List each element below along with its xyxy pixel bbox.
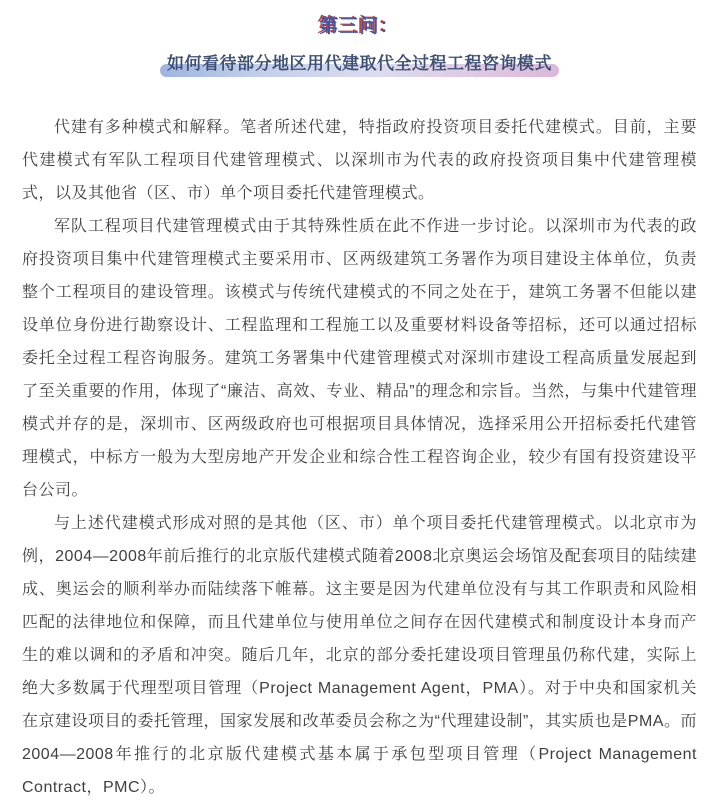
body-paragraph-1: 代建有多种模式和解释。笔者所述代建，特指政府投资项目委托代建模式。目前，主要代建模式有军队工程项目代建管理模式、以深圳市为代表的政府投资项目集中代建管理模式，以及其他省（区、市）单个项目委托代建管理模式。 [22, 119, 697, 202]
body-paragraph-2: 军队工程项目代建管理模式由于其特殊性质在此不作进一步讨论。以深圳市为代表的政府投资项目集中代建管理模式主要采用市、区两级建筑工务署作为项目建设主体单位，负责整个工程项目的建设管理。该模式与传统代建模式的不同之处在于，建筑工务署不但能以建设单位身份进行勘察设计、工程监理和工程施工以及重要材料设备等招标，还可以通过招标委托全过程工程咨询服务。建筑工务署集中代建管理模式对深圳市建设工程高质量发展起到了至关重要的作用，体现了“廉洁、高效、专业、精品”的理念和宗旨。当然，与集中代建管理模式并存的是，深圳市、区两级政府也可根据项目具体情况，选择采用公开招标委托代建管理模式，中标方一般为大型房地产开发企业和综合性工程咨询企业，较少有国有投资建设平台公司。 [22, 218, 697, 499]
article-body [22, 111, 697, 804]
subtitle-text: 如何看待部分地区用代建取代全过程工程咨询模式 [167, 54, 552, 73]
page-title: 第三问： [319, 16, 400, 37]
subtitle-inner [160, 52, 559, 76]
body-paragraph-3: 与上述代建模式形成对照的是其他（区、市）单个项目委托代建管理模式。以北京市为例，2004—2008年前后推行的北京版代建模式随着2008北京奥运会场馆及配套项目的陆续建成、奥运会的顺利举办而陆续落下帷幕。这主要是因为代建单位没有与其工作职责和风险相匹配的法律地位和保障，而且代建单位与使用单位之间存在因代建模式和制度设计本身而产生的难以调和的矛盾和冲突。随后几年，北京的部分委托建设项目管理虽仍称代建，实际上绝大多数属于代理型项目管理（Project Management Agent，PMA）。对于中央和国家机关在京建设项目的委托管理，国家发展和改革委员会称之为“代理建设制”，其实质也是PMA。而2004—2008年推行的北京版代建模式基本属于承包型项目管理（Project Management Contract，PMC）。 [22, 515, 697, 796]
subtitle [22, 52, 697, 77]
